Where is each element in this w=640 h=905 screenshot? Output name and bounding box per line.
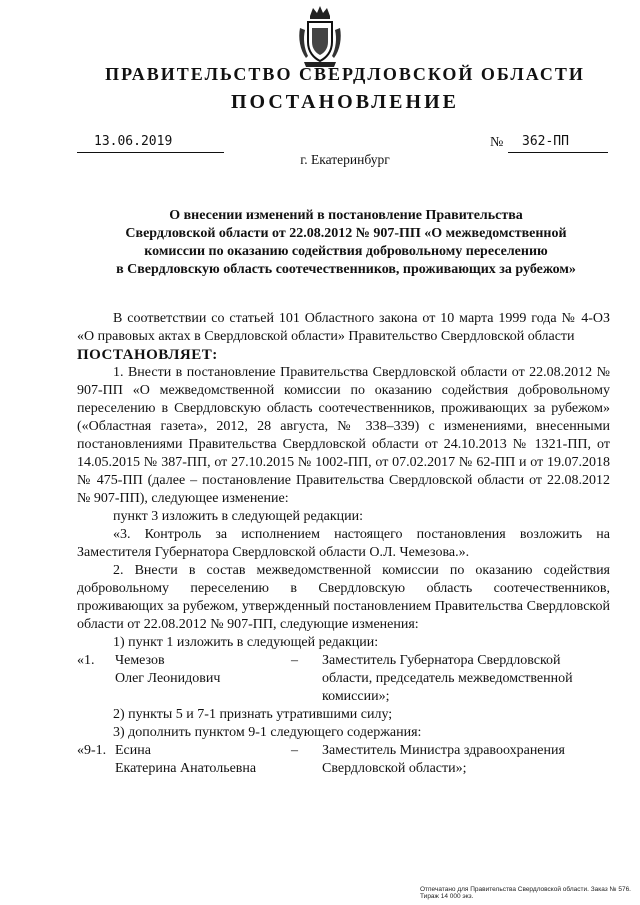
member-given-name: Екатерина Анатольевна (115, 761, 257, 776)
item-1-paragraph: 1. Внести в постановление Правительства Свердловской области от 22.08.2012 № 907-ПП «О межведомственной комиссии по оказанию содействия добровольному переселению в Свердловскую область соотечественников, проживающих за рубежом» («Областная газета», 2012, 28 августа, № 338–339) с изменениями, внесенными постановлениями Правительства Свердловской области от 24.10.2013 № 1321-ПП, от 14.05.2015 № 387-ПП, от 27.10.2015 № 1002-ПП, от 07.02.2017 № 62-ПП и от 19.07.2018 № 475-ПП (далее – постановление Правительства Свердловской области от 22.08.2012 № 907-ПП), следующее изменение: (77, 365, 610, 506)
item-1-subclause: пункт 3 изложить в следующей редакции: (113, 509, 363, 524)
member-number: «1. (77, 653, 95, 668)
member-dash: – (291, 743, 298, 758)
member-surname: Чемезов (115, 653, 165, 668)
document-title (88, 207, 604, 279)
member-entry-1 (77, 652, 610, 706)
organization-name: ПРАВИТЕЛЬСТВО СВЕРДЛОВСКОЙ ОБЛАСТИ (105, 64, 585, 84)
number-sign: № (490, 135, 504, 150)
item-1-quote: «3. Контроль за исполнением настоящего постановления возложить на Заместителя Губернатора Свердловской области О.Л. Чемезова.». (77, 527, 610, 560)
item-2-subclause-3: 3) дополнить пунктом 9-1 следующего содержания: (113, 725, 422, 740)
title-line: в Свердловскую область соотечественников, проживающих за рубежом» (116, 262, 576, 277)
document-type: ПОСТАНОВЛЕНИЕ (231, 91, 459, 113)
city: г. Екатеринбург (300, 152, 390, 167)
member-dash: – (291, 653, 298, 668)
member-surname: Есина (115, 743, 151, 758)
item-2-paragraph: 2. Внести в состав межведомственной комиссии по оказанию содействия добровольному переселению в Свердловскую область соотечественников, проживающих за рубежом, утвержденный постановлением Правительства Свердловской области от 22.08.2012 № 907-ПП, следующие изменения: (77, 563, 610, 632)
member-entry-2 (77, 742, 610, 778)
item-2-subclause-2: 2) пункты 5 и 7-1 признать утратившими силу; (113, 707, 393, 722)
print-note: Отпечатано для Правительства Свердловской области. Заказ № 576. Тираж 14 000 экз. (420, 886, 631, 900)
coat-of-arms-emblem (296, 4, 344, 68)
document-date: 13.06.2019 (94, 134, 173, 149)
member-name (115, 742, 291, 778)
title-line: комиссии по оказанию содействия добровольному переселению (144, 244, 548, 259)
item-2-subclause-1: 1) пункт 1 изложить в следующей редакции: (113, 635, 379, 650)
member-number: «9-1. (77, 743, 107, 758)
document-body (77, 310, 610, 778)
intro-paragraph: В соответствии со статьей 101 Областного закона от 10 марта 1999 года № 4-ОЗ «О правовых актах в Свердловской области» Правительство Свердловской области (77, 311, 610, 344)
member-given-name: Олег Леонидович (115, 671, 221, 686)
member-name (115, 652, 291, 706)
member-position: Заместитель Губернатора Свердловской области, председатель межведомственной комиссии»; (322, 653, 573, 704)
title-line: О внесении изменений в постановление Правительства (169, 208, 523, 223)
document-number: 362-ПП (522, 134, 569, 149)
resolves-heading: ПОСТАНОВЛЯЕТ: (77, 347, 218, 363)
member-position: Заместитель Министра здравоохранения Свердловской области»; (322, 743, 565, 776)
title-line: Свердловской области от 22.08.2012 № 907-ПП «О межведомственной (125, 226, 567, 241)
